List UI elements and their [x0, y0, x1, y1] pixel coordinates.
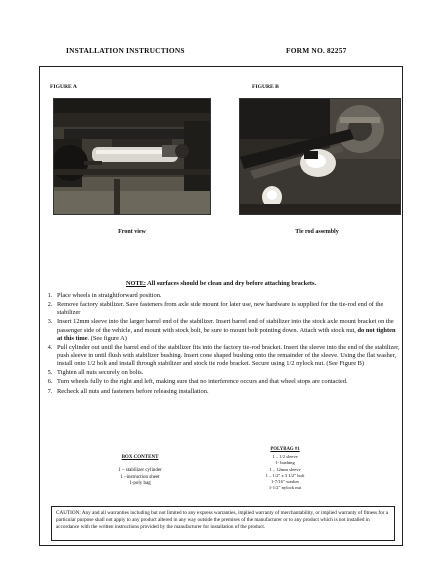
step-text: . (See figure A) — [87, 334, 127, 342]
box-content-item: 1 – stabilizer cylinder — [118, 468, 162, 474]
note-label: NOTE: — [125, 280, 146, 287]
page-header — [0, 46, 442, 60]
step-item: 1. Place wheels in straightforward position. — [54, 292, 400, 300]
document-title: INSTALLATION INSTRUCTIONS — [66, 46, 185, 55]
figure-b-label: FIGURE B — [252, 84, 279, 90]
step-item: 4. Pull cylinder out until the barrel end of the stabilizer fits into the factory tie-rod bracket. Insert the sleeve into the end of the stabilizer, push sleeve in until flush with stabilizer bushing. Insert cone shaped bushing onto the remainder of the sleeve. Using the flat washer, install onto 1/2 bolt and install through stabilizer and stock tie rode bracket. Secure using 1/2 nylock nut. (See Figure B) — [54, 344, 400, 368]
polybag-item: 1 – 1/2 sleeve — [272, 454, 298, 460]
polybag-item: 1 – 1/2" x 3 1/2" bolt — [265, 472, 305, 478]
step-item: 5. Tighten all nuts securely on bolts. — [54, 369, 400, 377]
figure-b-photo — [239, 98, 401, 215]
polybag-item: 1-1/2" nylock nut — [268, 485, 302, 491]
polybag-item: 1 – 12mm sleeve — [269, 466, 301, 472]
polybag-item: 1- bushing — [275, 460, 295, 466]
box-content — [82, 455, 198, 488]
figure-b-caption: Tie rod assembly — [295, 229, 339, 235]
tie-rod-image — [240, 99, 400, 214]
step-item: 7. Recheck all nuts and fasteners before releasing installation. — [54, 388, 400, 396]
polybag-list — [236, 447, 334, 491]
step-item — [54, 318, 400, 342]
polybag-item: 1-7/16" washer — [270, 479, 300, 485]
warranty-caution-box — [51, 506, 395, 541]
step-emphasis: do not tighten at this time — [57, 326, 396, 342]
surface-note — [0, 280, 442, 287]
note-text: All surfaces should be clean and dry before attaching brackets. — [145, 280, 317, 287]
front-view-image — [54, 99, 210, 214]
box-content-item: 1-poly bag — [129, 481, 151, 487]
caution-text: CAUTION: Any and all warranties including but not limited to any express warranties, implied warranty of merchantability, or implied warranty of fitness for a particular purpose shall not apply to any product altered in any way outside the premises of the manufacturer or to any product which is not installed in accordance with the written instructions provided by the manufacturer for installation of the product. — [56, 510, 389, 530]
figure-a-caption: Front view — [118, 229, 146, 235]
figure-a-photo — [53, 98, 211, 215]
step-item: 2. Remove factory stabilizer. Save fasteners from axle side mount for later use, new hardware is supplied for the tie-rod end of the stabilizer — [54, 301, 400, 317]
box-content-heading: BOX CONTENT — [121, 455, 159, 460]
figure-a-label: FIGURE A — [50, 84, 77, 90]
step-item: 6. Turn wheels fully to the right and left, making sure that no interference occurs and that wheel stops are contacted. — [54, 378, 400, 386]
box-content-item: 1 –instruction sheet — [120, 474, 160, 480]
step-text: Insert 12mm sleeve into the larger barrel end of the stabilizer. Insert barrel end of stabilizer into the stock axle mount bracket on the passenger side of the vehicle, and mount with stock bolt, be sure to mount bolt pointing down. Attach with stock nut, — [57, 318, 394, 334]
form-number: FORM NO. 82257 — [286, 46, 347, 55]
installation-steps — [42, 292, 400, 397]
polybag-heading: POLYBAG #1 — [270, 447, 300, 452]
